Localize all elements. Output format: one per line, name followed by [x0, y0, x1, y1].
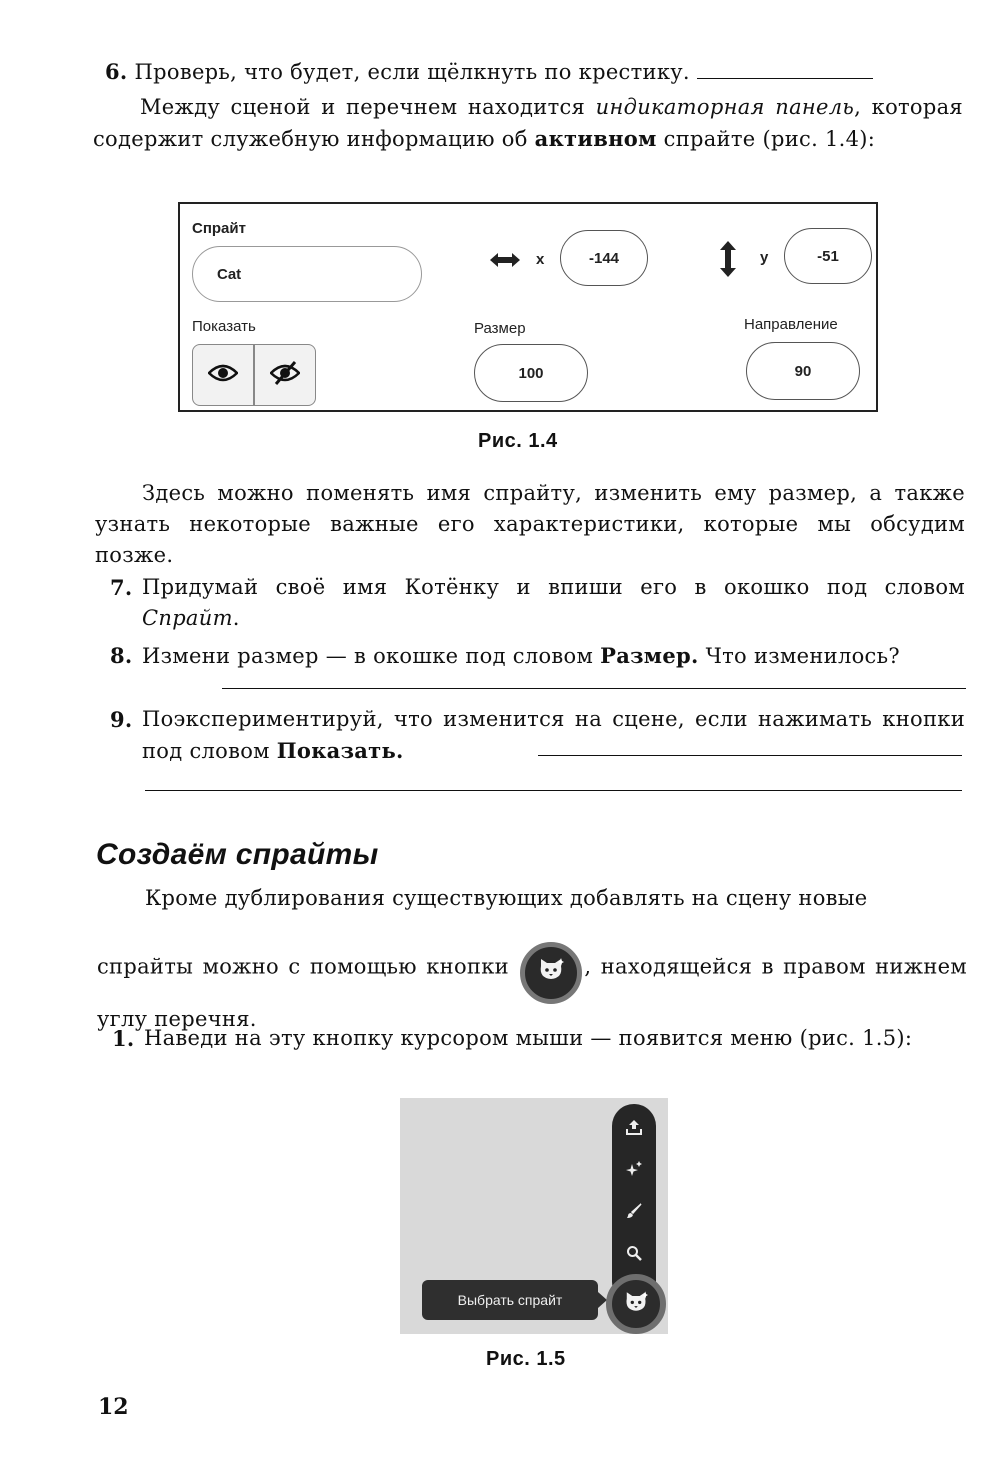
item-6 — [105, 56, 965, 88]
direction-input[interactable] — [746, 342, 860, 400]
choose-sprite-button[interactable] — [606, 1274, 666, 1334]
choose-sprite-button-inline — [520, 942, 582, 1004]
sprite-name-input[interactable] — [192, 246, 422, 302]
intro-bold: активном — [534, 126, 657, 151]
intro-text-2: , которая содержит служебную информацию об — [93, 95, 963, 151]
intro-text-3: спрайте (рис. 1.4): — [656, 127, 876, 151]
item-7-number: 7. — [110, 575, 133, 600]
item-7-term: Спрайт — [142, 606, 233, 630]
show-sprite-button[interactable] — [192, 344, 254, 406]
create-text-1: спрайты можно с помощью кнопки — [97, 954, 509, 979]
choose-sprite-tooltip: Выбрать спрайт — [422, 1280, 598, 1320]
section-heading: Создаём спрайты — [96, 838, 379, 871]
show-label: Показать — [192, 318, 256, 335]
item-8-answer-line[interactable] — [222, 688, 966, 689]
item-9-answer-line-2[interactable] — [145, 790, 962, 791]
create-paragraph-line-1: Кроме дублирования существующих добавлять на сцену новые — [145, 886, 868, 910]
item-9-bold: Показать. — [276, 738, 404, 763]
sprite-info-panel — [178, 202, 878, 412]
item-9-answer-line-1[interactable] — [538, 755, 962, 756]
y-label: y — [760, 249, 769, 266]
y-input[interactable] — [784, 228, 872, 284]
item-9 — [110, 704, 965, 767]
item-1-number: 1. — [112, 1026, 135, 1051]
item-8-number: 8. — [110, 643, 133, 668]
direction-label: Направление — [744, 316, 838, 333]
direction-value: 90 — [794, 362, 812, 380]
size-value: 100 — [518, 364, 544, 382]
item-7 — [110, 572, 965, 634]
sparkle-icon — [626, 1161, 642, 1182]
paint-sprite-button[interactable] — [612, 1198, 656, 1228]
item-8-bold: Размер. — [600, 643, 699, 668]
page-number: 12 — [98, 1394, 129, 1420]
size-input[interactable] — [474, 344, 588, 402]
horizontal-arrows-icon — [488, 250, 522, 275]
item-8-text-2: Что изменилось? — [698, 644, 900, 668]
upload-icon — [626, 1119, 642, 1140]
item-8-text-1: Измени размер — в окошке под словом — [142, 644, 601, 668]
figure-1-5-caption: Рис. 1.5 — [486, 1348, 566, 1370]
size-label: Размер — [474, 320, 526, 337]
intro-paragraph — [93, 92, 963, 155]
surprise-sprite-button[interactable] — [612, 1156, 656, 1186]
hide-sprite-button[interactable] — [254, 344, 316, 406]
sprite-label: Спрайт — [192, 220, 246, 237]
paragraph-here: Здесь можно поменять имя спрайту, изменить ему размер, а также узнать некоторые важные его характеристики, которые мы обсудим позже. — [95, 481, 965, 567]
sprite-name-value: Cat — [217, 265, 242, 283]
item-1 — [112, 1023, 965, 1054]
item-7-text-2: . — [232, 606, 240, 630]
item-9-text-1: Поэкспериментируй, что изменится на сцене, если нажимать кнопки под словом — [142, 707, 965, 763]
x-value: -144 — [588, 249, 620, 267]
upload-sprite-button[interactable] — [612, 1114, 656, 1144]
cat-icon — [624, 1291, 648, 1317]
create-text-2: , находящейся в правом нижнем углу перечня. — [97, 954, 967, 1031]
paintbrush-icon — [626, 1203, 642, 1224]
answer-line[interactable] — [697, 78, 873, 79]
figure-1-4-caption: Рис. 1.4 — [478, 430, 558, 452]
intro-text-1: Между сценой и перечнем находится — [140, 95, 596, 119]
search-icon — [626, 1245, 642, 1266]
x-label: x — [536, 251, 545, 268]
sprite-menu-figure — [400, 1098, 668, 1334]
cat-icon — [538, 958, 564, 989]
x-input[interactable] — [560, 230, 648, 286]
create-paragraph — [97, 942, 967, 1035]
item-7-text-1: Придумай своё имя Котёнку и впиши его в окошко под словом — [142, 575, 965, 599]
item-6-number: 6. — [105, 59, 128, 84]
item-9-number: 9. — [110, 707, 133, 732]
intro-term: индикаторная панель — [595, 95, 855, 119]
item-8 — [110, 640, 965, 672]
eye-hidden-icon — [270, 360, 300, 391]
search-sprite-button[interactable] — [612, 1240, 656, 1270]
eye-icon — [208, 363, 238, 388]
vertical-arrows-icon — [718, 240, 738, 283]
item-6-text: Проверь, что будет, если щёлкнуть по крестику. — [134, 60, 690, 84]
item-1-text: Наведи на эту кнопку курсором мыши — появится меню (рис. 1.5): — [144, 1026, 913, 1050]
y-value: -51 — [817, 247, 839, 265]
